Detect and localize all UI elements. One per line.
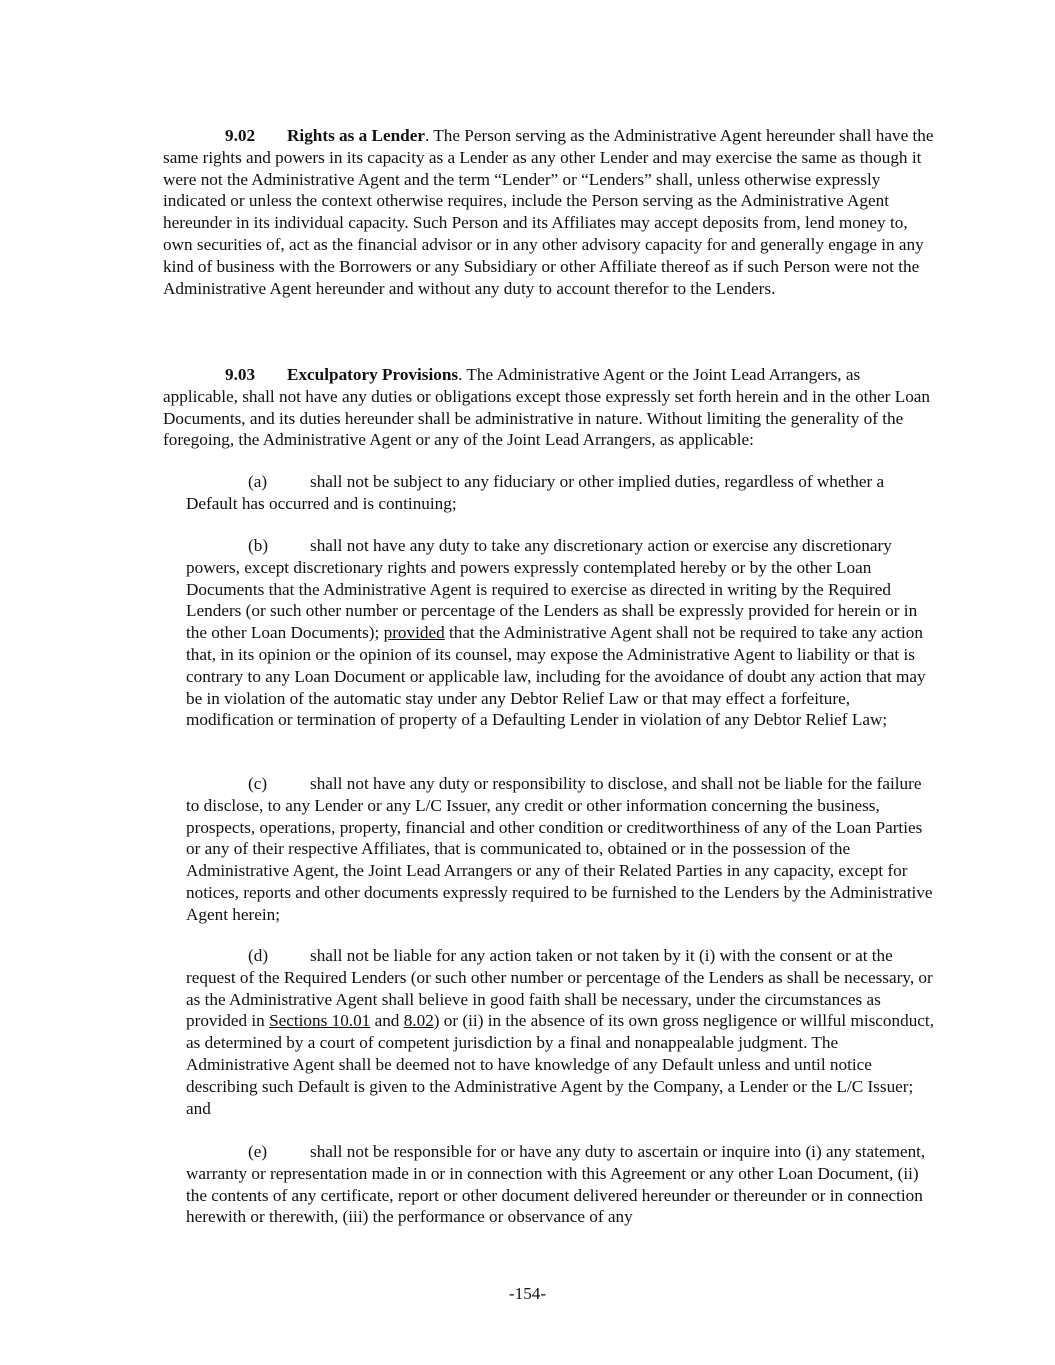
- clause-c: [186, 773, 938, 926]
- section-body: . The Administrative Agent or the Joint Lead Arrangers, as applicable, shall not have any duties or obligations except those expressly set forth herein and in the other Loan Documents, and its duties hereunder shall be administrative in nature. Without limiting the generality of the foregoing, the Administrative Agent or any of the Joint Lead Arrangers, as applicable:: [163, 365, 931, 450]
- clause-label: (a): [248, 472, 268, 491]
- provided-term: provided: [383, 623, 445, 643]
- clause-label: (c): [248, 774, 268, 793]
- section-9-03: [163, 364, 935, 451]
- clause-text: shall not have any duty or responsibility to disclose, and shall not be liable for the failure to disclose, to any Lender or any L/C Issuer, any credit or other information concerning the business, prospects, operations, property, financial and other condition or creditworthiness of any of the Loan Parties or any of their respective Affiliates, that is communicated to, obtained or in the possession of the Administrative Agent, the Joint Lead Arrangers or any of their Related Parties in any capacity, except for notices, reports and other documents expressly required to be furnished to the Lenders by the Administrative Agent herein;: [186, 774, 933, 924]
- clause-b: [186, 535, 938, 731]
- clause-text: shall not be responsible for or have any duty to ascertain or inquire into (i) any statement, warranty or representation made in or in connection with this Agreement or any other Loan Document, (ii) the contents of any certificate, report or other document delivered hereunder or thereunder or in connection herewith or therewith, (iii) the performance or observance of any: [186, 1142, 926, 1227]
- section-body: . The Person serving as the Administrative Agent hereunder shall have the same rights and powers in its capacity as a Lender as any other Lender and may exercise the same as though it were not the Administrative Agent and the term “Lender” or “Lenders” shall, unless otherwise expressly indicated or unless the context otherwise requires, include the Person serving as the Administrative Agent hereunder in its individual capacity. Such Person and its Affiliates may accept deposits from, lend money to, own securities of, act as the financial advisor or in any other advisory capacity for and generally engage in any kind of business with the Borrowers or any Subsidiary or other Affiliate thereof as if such Person were not the Administrative Agent hereunder and without any duty to account therefor to the Lenders.: [163, 126, 934, 298]
- section-9-02: [163, 125, 935, 299]
- page-number: -154-: [508, 1284, 547, 1303]
- clause-e: [186, 1141, 938, 1228]
- section-title: Rights as a Lender: [287, 126, 425, 145]
- clause-d: [186, 945, 938, 1119]
- clause-label: (b): [248, 536, 269, 555]
- section-number: 9.02: [225, 126, 256, 145]
- section-title: Exculpatory Provisions: [287, 365, 459, 384]
- clause-text: shall not have any duty to take any discretionary action or exercise any discretionary powers, except discretionary rights and powers expressly contemplated hereby or by the other Loan Documents that the Administrative Agent is required to exercise as directed in writing by the Required Lenders (or such other number or percentage of the Lenders as shall be expressly provided for herein or in the other Loan Documents);: [186, 536, 918, 643]
- clause-text-cont: and: [370, 1011, 404, 1031]
- clause-text: shall not be subject to any fiduciary or other implied duties, regardless of whether a Default has occurred and is continuing;: [186, 472, 885, 513]
- section-reference-8-02: 8.02: [403, 1011, 434, 1031]
- clause-text: shall not be liable for any action taken or not taken by it (i) with the consent or at the request of the Required Lenders (or such other number or percentage of the Lenders as shall be necessary, or as the Administrative Agent shall believe in good faith shall be necessary, under the circumstances as provided in: [186, 946, 933, 1031]
- clause-a: [186, 471, 938, 515]
- clause-label: (d): [248, 946, 269, 965]
- clause-label: (e): [248, 1142, 268, 1161]
- section-number: 9.03: [225, 365, 256, 384]
- clause-text-cont: that the Administrative Agent shall not be required to take any action that, in its opinion or the opinion of its counsel, may expose the Administrative Agent to liability or that is contrary to any Loan Document or applicable law, including for the avoidance of doubt any action that may be in violation of the automatic stay under any Debtor Relief Law or that may effect a forfeiture, modification or termination of property of a Defaulting Lender in violation of any Debtor Relief Law;: [186, 623, 926, 730]
- section-reference-10-01: Sections 10.01: [269, 1011, 371, 1031]
- clause-text-cont2: ) or (ii) in the absence of its own gross negligence or willful misconduct, as determined by a court of competent jurisdiction by a final and nonappealable judgment. The Administrative Agent shall be deemed not to have knowledge of any Default unless and until notice describing such Default is given to the Administrative Agent by the Company, a Lender or the L/C Issuer; and: [186, 1011, 935, 1118]
